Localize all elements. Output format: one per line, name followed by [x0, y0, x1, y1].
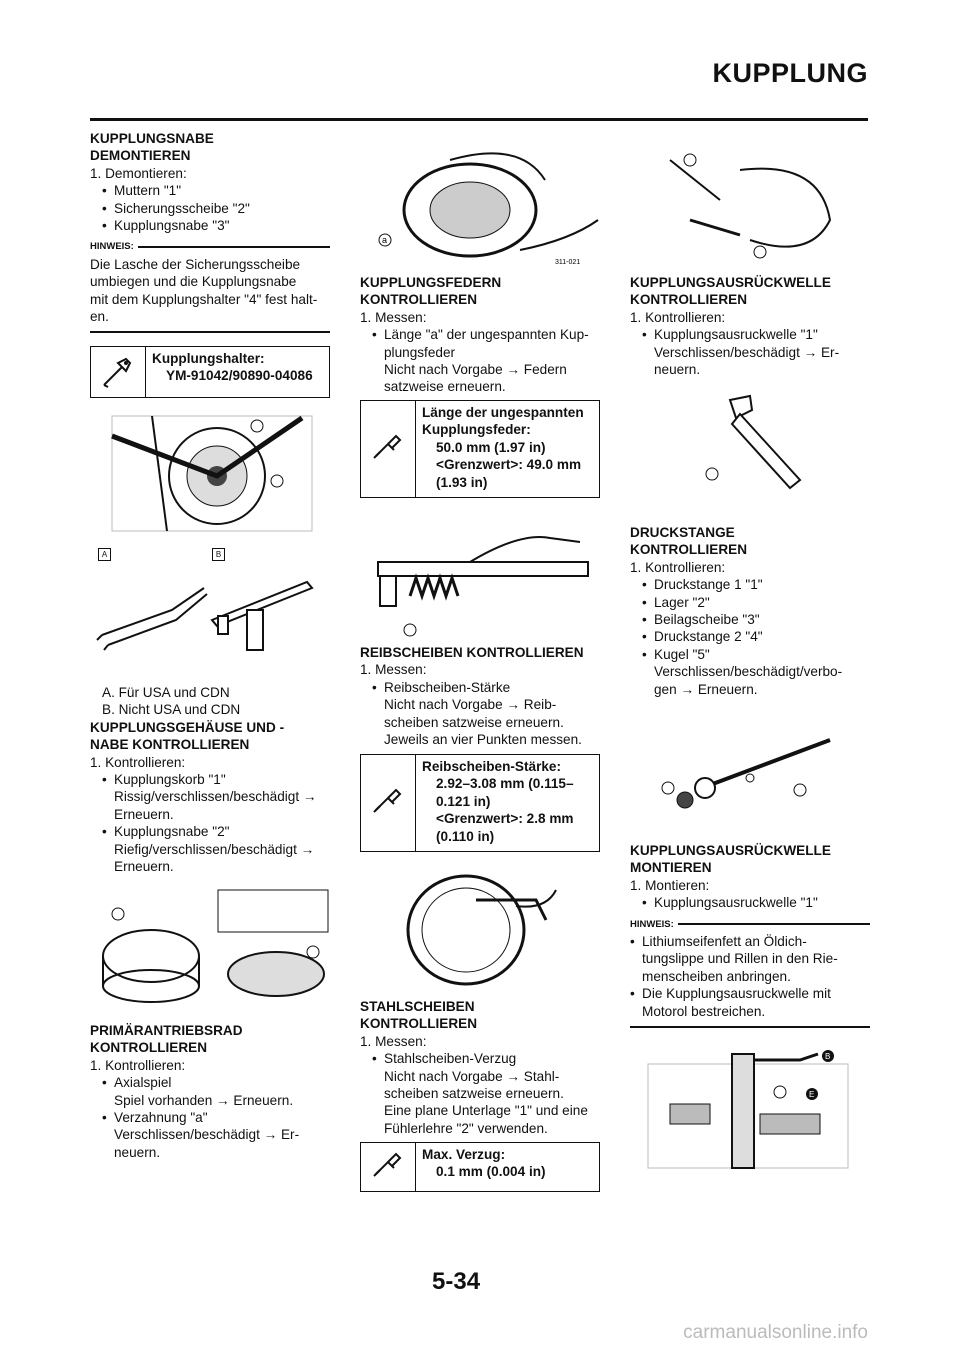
- spec-box-steel-plate: [360, 1142, 600, 1192]
- spec-value: 50.0 mm (1.97 in): [436, 439, 546, 455]
- bullet-continuation: Nicht nach Vorgabe → Federn: [384, 362, 567, 378]
- note-item: • Lithiumseifenfett an Öldich-: [630, 933, 870, 950]
- section-heading: KONTROLLIEREN: [360, 292, 478, 308]
- bullet-continuation: Nicht nach Vorgabe → Stahl-: [384, 1068, 560, 1084]
- push-lever-installation-figure: [640, 1044, 860, 1174]
- bullet-item: • Kugel "5": [642, 646, 870, 663]
- bullet-item: • Länge "a" der ungespannten Kup-: [372, 326, 600, 343]
- section-heading: KONTROLLIEREN: [90, 1040, 208, 1056]
- figure-label-a: A: [98, 548, 111, 561]
- bullet-continuation: Erneuern.: [114, 806, 174, 822]
- note-continuation: tungslippe und Rillen in den Rie-: [642, 951, 838, 967]
- spec-label: Kupplungsfeder:: [422, 422, 531, 438]
- column-2-middle: [360, 644, 600, 748]
- legend-item: A. Für USA und CDN: [102, 685, 230, 700]
- bullet-continuation: Spiel vorhanden → Erneuern.: [114, 1092, 294, 1108]
- bullet-item: • Reibscheiben-Stärke: [372, 679, 600, 696]
- column-3: [630, 274, 870, 378]
- note-line: en.: [90, 309, 109, 325]
- section-heading: NABE KONTROLLIEREN: [90, 737, 250, 753]
- note-line: Die Lasche der Sicherungsscheibe: [90, 256, 301, 272]
- bullet-item: • Axialspiel: [102, 1074, 330, 1091]
- note-rule: [630, 1026, 870, 1028]
- bullet-item: • Lager "2": [642, 594, 870, 611]
- bullet-item: • Kupplungskorb "1": [102, 771, 330, 788]
- clutch-holder-tools-figure: [92, 570, 332, 670]
- step: 1. Kontrollieren:: [630, 559, 726, 575]
- measurement-icon: [361, 401, 416, 497]
- clutch-spring-figure: [370, 140, 600, 270]
- bullet-continuation: neuern.: [114, 1144, 161, 1160]
- tool-value: YM-91042/90890-04086: [166, 368, 313, 384]
- bullet-continuation: Nicht nach Vorgabe → Reib-: [384, 697, 557, 713]
- section-heading: KONTROLLIEREN: [630, 292, 748, 308]
- section-heading: REIBSCHEIBEN KONTROLLIEREN: [360, 645, 584, 660]
- spec-box-spring-length: [360, 400, 600, 498]
- bullet-continuation: gen → Erneuern.: [654, 681, 758, 697]
- column-3-middle: [630, 524, 870, 698]
- bullet-item: • Kupplungsausruckwelle "1": [642, 326, 870, 343]
- step: 1. Messen:: [360, 1033, 427, 1049]
- column-3-lower: [630, 842, 870, 1034]
- bullet-continuation: scheiben satzweise erneuern.: [384, 1086, 564, 1102]
- bullet-item: • Druckstange 2 "4": [642, 628, 870, 645]
- section-heading: MONTIEREN: [630, 860, 712, 876]
- push-lever-shaft-hand-figure: [650, 140, 850, 270]
- bullet-continuation: Fühlerlehre "2" verwenden.: [384, 1120, 548, 1136]
- column-1-bottom: [90, 1022, 330, 1161]
- push-lever-shaft-figure: [690, 390, 820, 500]
- section-heading: PRIMÄRANTRIEBSRAD: [90, 1023, 243, 1038]
- spec-label: Max. Verzug:: [422, 1147, 506, 1162]
- step: 1. Demontieren:: [90, 165, 187, 181]
- figure-label-b: B: [212, 548, 225, 561]
- friction-plate-measure-figure: [396, 870, 566, 990]
- section-heading: KONTROLLIEREN: [360, 1016, 478, 1032]
- hinweis-label: HINWEIS:: [90, 238, 330, 255]
- fig-label-a: a: [382, 235, 388, 245]
- note-rule: [90, 331, 330, 333]
- section-heading: KUPPLUNGSAUSRÜCKWELLE: [630, 275, 831, 290]
- bullet-continuation: Verschlissen/beschädigt → Er-: [654, 344, 840, 360]
- bullet-continuation: neuern.: [654, 362, 701, 378]
- bullet-item: • Kupplungsnabe "2": [102, 823, 330, 840]
- bullet-continuation: Eine plane Unterlage "1" und eine: [384, 1103, 588, 1119]
- spec-value: 0.1 mm (0.004 in): [436, 1164, 546, 1180]
- section-heading: KUPPLUNGSFEDERN: [360, 275, 502, 290]
- section-heading: STAHLSCHEIBEN: [360, 999, 475, 1014]
- note-continuation: menscheiben anbringen.: [642, 968, 791, 984]
- bullet-continuation: scheiben satzweise erneuern.: [384, 714, 564, 730]
- spec-value: 2.92–3.08 mm (0.115–: [436, 776, 574, 792]
- note-line: mit dem Kupplungshalter "4" fest halt-: [90, 291, 318, 307]
- spring-caliper-figure: [370, 522, 600, 640]
- step: 1. Messen:: [360, 309, 427, 325]
- bullet-continuation: Rissig/verschlissen/beschädigt →: [114, 789, 317, 805]
- push-rod-parts-figure: [650, 730, 850, 830]
- section-heading: KUPPLUNGSAUSRÜCKWELLE: [630, 843, 831, 858]
- page-number: 5-34: [432, 1268, 481, 1295]
- fig-code: 311-021: [555, 259, 581, 266]
- bullet-continuation: satzweise erneuern.: [384, 379, 506, 395]
- bullet-continuation: Verschlissen/beschädigt/verbo-: [654, 664, 843, 680]
- tool-label: Kupplungshalter:: [152, 351, 265, 366]
- special-tool-icon: [91, 347, 146, 397]
- legend-item: B. Nicht USA und CDN: [102, 702, 241, 718]
- bullet-continuation: Jeweils an vier Punkten messen.: [384, 732, 582, 748]
- clutch-housing-hub-figure: [96, 888, 332, 1006]
- bullet-item: • Kupplungsausruckwelle "1": [642, 894, 870, 911]
- bullet-item: • Beilagscheibe "3": [642, 611, 870, 628]
- column-2-lower: [360, 998, 600, 1137]
- column-1: [90, 130, 330, 339]
- column-1-lower: [90, 684, 330, 875]
- bullet-item: • Stahlscheiben-Verzug: [372, 1050, 600, 1067]
- note-item: • Die Kupplungsausruckwelle mit: [630, 985, 870, 1002]
- spec-label: Reibscheiben-Stärke:: [422, 759, 562, 774]
- spec-value: 0.121 in): [436, 793, 491, 809]
- fig-label-e: E: [809, 1090, 815, 1099]
- spec-value: (1.93 in): [436, 474, 488, 490]
- bullet-item: • Druckstange 1 "1": [642, 576, 870, 593]
- spec-value: <Grenzwert>: 2.8 mm: [436, 811, 574, 827]
- section-heading: KUPPLUNGSGEHÄUSE UND -: [90, 719, 285, 735]
- note-line: umbiegen und die Kupplungsnabe: [90, 274, 297, 290]
- bullet-item: • Verzahnung "a": [102, 1109, 330, 1126]
- watermark: carmanualsonline.info: [683, 1322, 868, 1343]
- step: 1. Montieren:: [630, 877, 710, 893]
- tool-spec-box: [90, 346, 330, 398]
- hinweis-label: HINWEIS:: [630, 916, 870, 933]
- bullet-continuation: plungsfeder: [384, 344, 456, 360]
- step: 1. Kontrollieren:: [630, 309, 726, 325]
- step: 1. Messen:: [360, 662, 427, 678]
- page-title: KUPPLUNG: [712, 58, 868, 88]
- measurement-icon: [361, 1143, 416, 1191]
- bullet-item: • Muttern "1": [102, 182, 330, 199]
- bullet-item: • Sicherungsscheibe "2": [102, 200, 330, 217]
- clutch-hub-removal-figure: [92, 406, 332, 536]
- section-heading: KONTROLLIEREN: [630, 542, 748, 558]
- step: 1. Kontrollieren:: [90, 754, 186, 770]
- bullet-item: • Kupplungsnabe "3": [102, 217, 330, 234]
- measurement-icon: [361, 755, 416, 851]
- spec-box-friction-plate: [360, 754, 600, 852]
- spec-value: <Grenzwert>: 49.0 mm: [436, 457, 582, 473]
- header-rule: [90, 118, 868, 121]
- bullet-continuation: Verschlissen/beschädigt → Er-: [114, 1127, 300, 1143]
- spec-label: Länge der ungespannten: [422, 405, 584, 420]
- spec-value: (0.110 in): [436, 828, 495, 844]
- fig-label-b: B: [825, 1052, 831, 1061]
- section-heading: DEMONTIEREN: [90, 148, 191, 164]
- bullet-continuation: Riefig/verschlissen/beschädigt →: [114, 841, 315, 857]
- bullet-continuation: Erneuern.: [114, 859, 174, 875]
- section-heading: DRUCKSTANGE: [630, 525, 735, 540]
- note-continuation: Motorol bestreichen.: [642, 1003, 766, 1019]
- column-2: [360, 274, 600, 396]
- section-heading: KUPPLUNGSNABE: [90, 131, 214, 146]
- step: 1. Kontrollieren:: [90, 1057, 186, 1073]
